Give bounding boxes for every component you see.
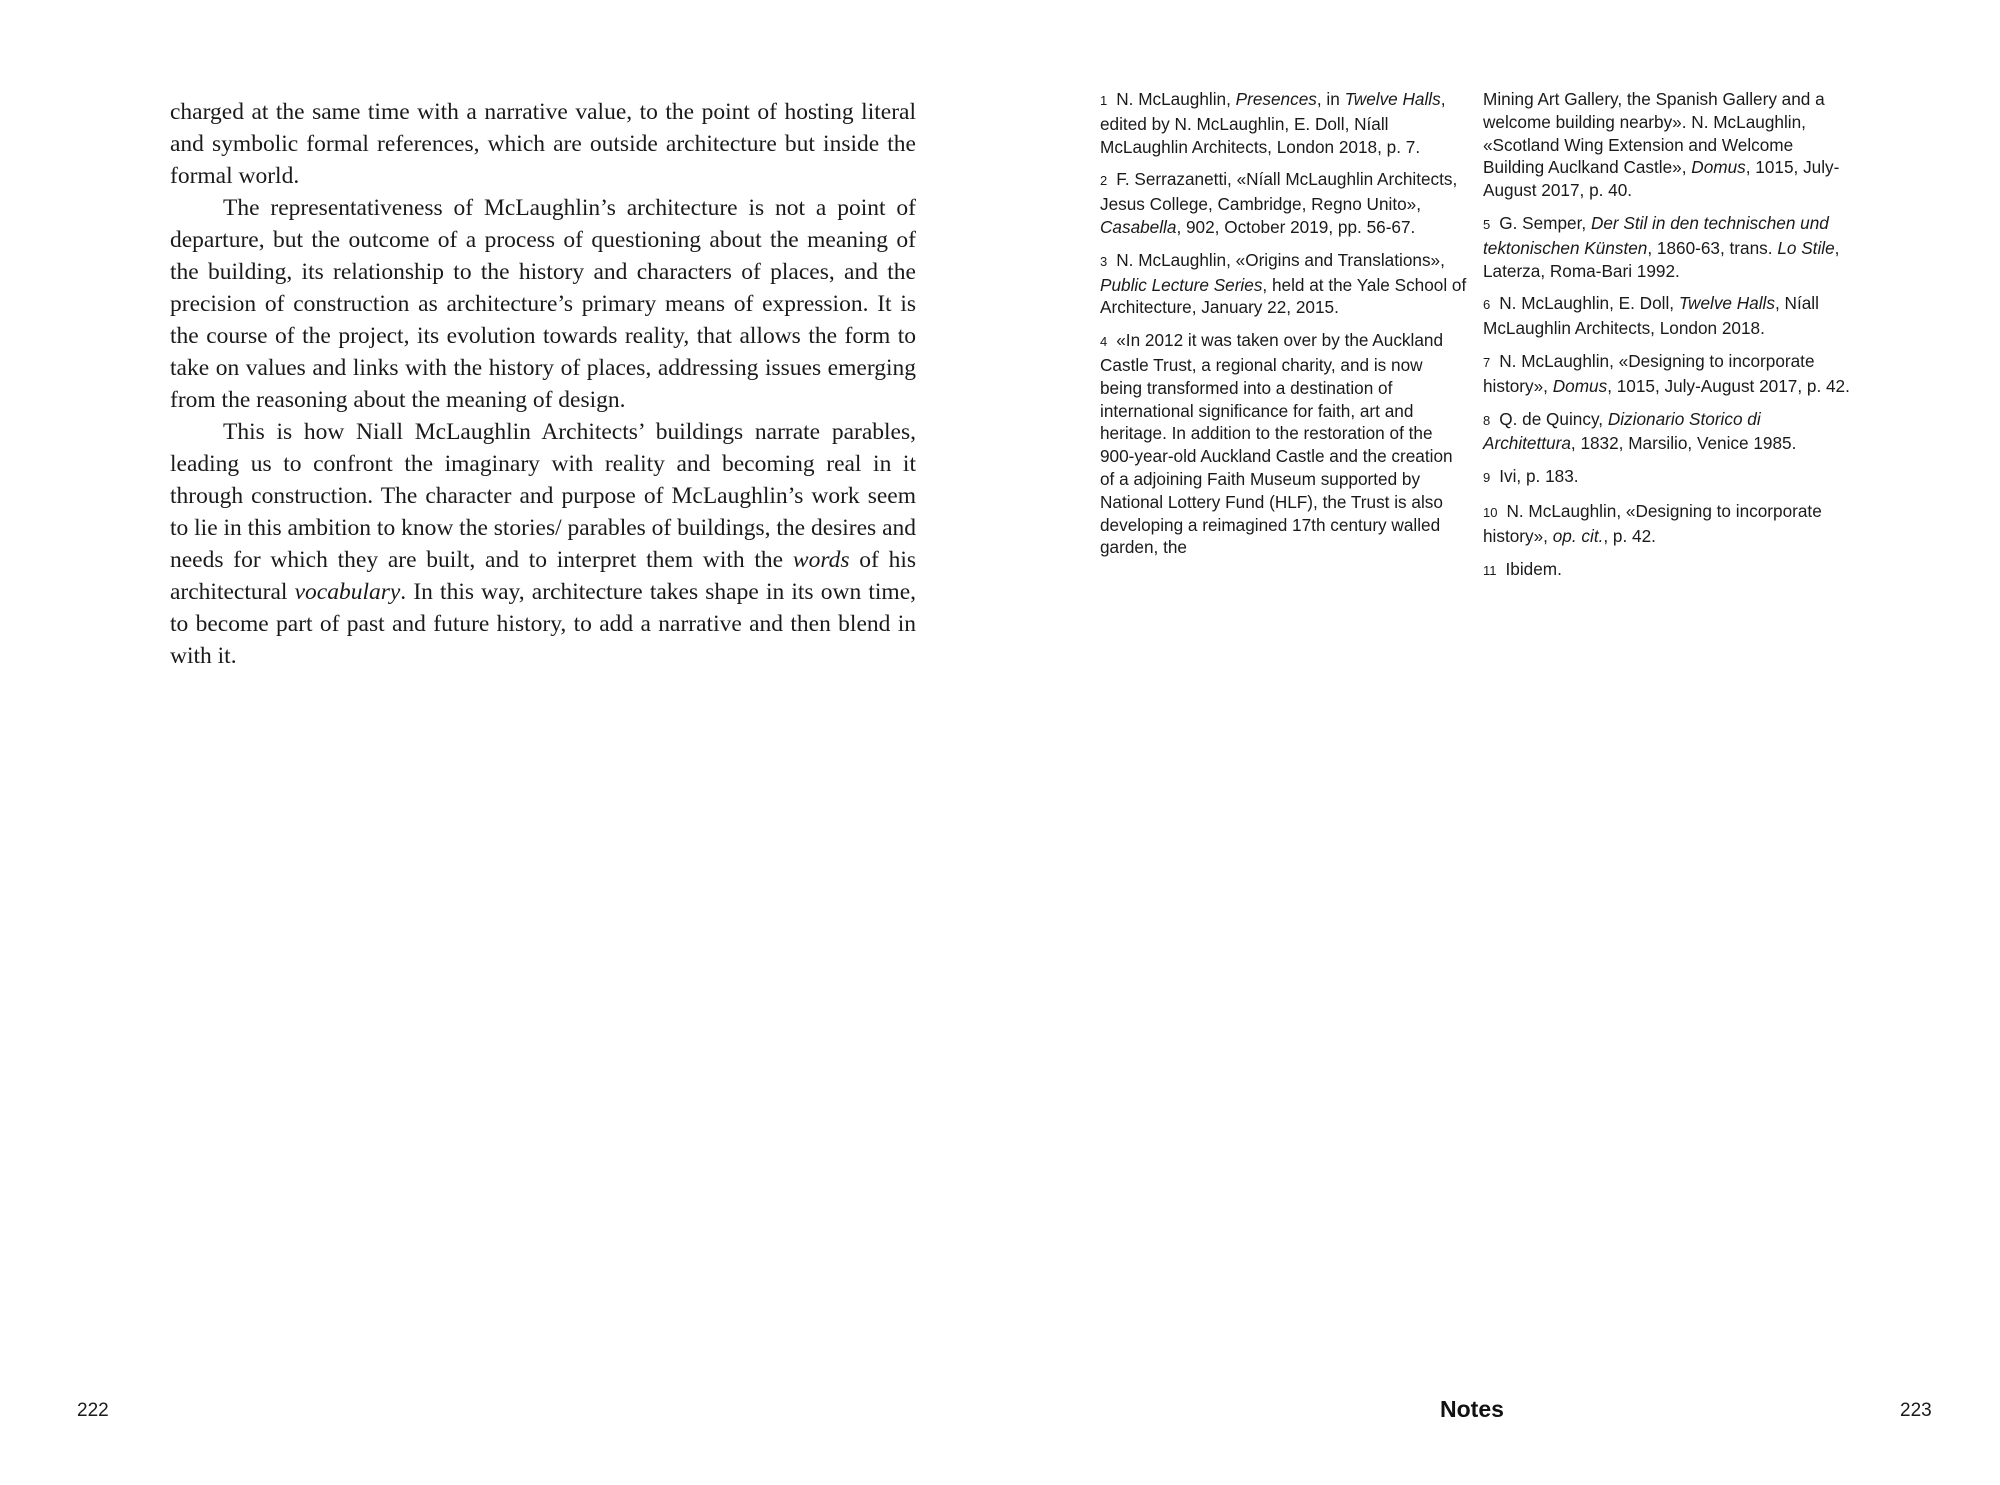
- note-text: , held at the Yale School of Architecture, January 22, 2015.: [1100, 274, 1467, 318]
- paragraph-1: [170, 96, 916, 192]
- note-text: , 902, October 2019, pp. 56-67.: [1176, 216, 1416, 237]
- note-number: 8: [1483, 412, 1491, 428]
- note-text: , p. 42.: [1603, 525, 1656, 546]
- paragraph-3-italic-words: words: [792, 547, 850, 573]
- note-text: Ivi, p. 183.: [1499, 466, 1579, 487]
- note-7: [1483, 350, 1855, 398]
- note-11: [1483, 558, 1855, 583]
- paragraph-3-italic-vocabulary: vocabulary: [294, 579, 401, 605]
- paragraph-3-text-c: . In this way, architecture takes shape in its own time, to become part of past and future history, to add a narrative and then blend in with it.: [170, 579, 916, 669]
- note-4-continued: [1483, 88, 1855, 202]
- note-italic: Der Stil in den technischen und tektonischen Künsten: [1483, 212, 1829, 258]
- note-6: [1483, 292, 1855, 340]
- paragraph-1-text: charged at the same time with a narrative value, to the point of hosting literal and symbolic formal references, which are outside architecture but inside the formal world.: [170, 99, 916, 189]
- paragraph-2-text: The representativeness of McLaughlin’s architecture is not a point of departure, but the outcome of a process of questioning about the meaning of the building, its relationship to the history and characters of places, and the precision of construction as architecture’s primary means of expression. It is the course of the project, its evolution towards reality, that allows the form to take on values and links with the history of places, addressing issues emerging from the reasoning about the meaning of design.: [170, 195, 916, 413]
- right-page: [1000, 0, 2000, 1485]
- note-1: [1100, 88, 1468, 158]
- note-italic: Public Lecture Series: [1100, 274, 1263, 295]
- note-italic: Domus: [1691, 157, 1746, 178]
- note-text: Q. de Quincy,: [1499, 408, 1608, 429]
- note-number: 10: [1483, 504, 1498, 520]
- note-italic: Casabella: [1100, 216, 1177, 237]
- page-number-right: 223: [1900, 1400, 1932, 1421]
- note-9: [1483, 465, 1855, 490]
- note-text: , 1860-63, trans.: [1647, 237, 1778, 258]
- notes-column-1: [1100, 88, 1468, 569]
- page-number-left: 222: [77, 1400, 109, 1421]
- note-text: , Laterza, Roma-Bari 1992.: [1483, 237, 1840, 281]
- note-number: 9: [1483, 470, 1491, 486]
- body-text: [170, 96, 916, 672]
- notes-column-2: [1483, 88, 1855, 592]
- paragraph-3-text-a: This is how Niall McLaughlin Architects’ buildings narrate parables, leading us to confront the imaginary with reality and becoming real in it through construction. The character and purpose of McLaughlin’s work seem to lie in this ambition to know the stories/ parables of buildings, the desires and needs for which they are built, and to interpret them with the: [170, 419, 917, 573]
- note-number: 5: [1483, 216, 1491, 232]
- note-10: [1483, 500, 1855, 548]
- section-title: Notes: [1440, 1396, 1504, 1422]
- note-5: [1483, 212, 1855, 282]
- note-number: 11: [1483, 562, 1497, 578]
- note-italic: Lo Stile: [1777, 237, 1835, 258]
- note-italic: Twelve Halls: [1344, 89, 1441, 109]
- note-8: [1483, 408, 1855, 456]
- note-number: 3: [1100, 253, 1108, 269]
- note-italic: Dizionario Storico di Architettura: [1483, 408, 1761, 454]
- note-italic: Domus: [1552, 375, 1608, 396]
- note-italic: op. cit.: [1552, 525, 1604, 546]
- note-italic: Presences: [1235, 89, 1317, 109]
- note-text: «In 2012 it was taken over by the Auckland Castle Trust, a regional charity, and is now being transformed into a destination of international significance for faith, art and heritage. In addition to the restoration of the 900-year-old Auckland Castle and the creation of a adjoining Faith Museum supported by National Lottery Fund (HLF), the Trust is also developing a reimagined 17th century walled garden, the: [1100, 330, 1453, 558]
- note-text: N. McLaughlin, «Origins and Translations»,: [1116, 249, 1445, 270]
- note-3: [1100, 249, 1468, 319]
- note-text: N. McLaughlin, E. Doll,: [1499, 293, 1679, 314]
- note-number: 2: [1100, 173, 1108, 189]
- note-text: , 1832, Marsilio, Venice 1985.: [1570, 433, 1797, 454]
- note-text: Ibidem.: [1505, 558, 1562, 579]
- note-number: 4: [1100, 334, 1108, 350]
- note-number: 7: [1483, 354, 1491, 370]
- paragraph-3: [170, 416, 916, 672]
- paragraph-2: [170, 192, 916, 416]
- note-4: [1100, 329, 1468, 559]
- paragraph-3-text-b: of his architectural: [170, 547, 917, 605]
- note-text: , edited by N. McLaughlin, E. Doll, Níall McLaughlin Architects, London 2018, p. 7.: [1100, 89, 1446, 157]
- note-text: F. Serrazanetti, «Níall McLaughlin Architects, Jesus College, Cambridge, Regno Unito»,: [1100, 169, 1458, 215]
- note-text: N. McLaughlin, «Designing to incorporate history»,: [1483, 500, 1822, 546]
- note-2: [1100, 168, 1468, 238]
- note-text: N. McLaughlin,: [1116, 89, 1236, 109]
- note-text: N. McLaughlin, «Designing to incorporate history»,: [1483, 350, 1815, 396]
- note-number: 6: [1483, 297, 1491, 313]
- note-italic: Twelve Halls: [1678, 293, 1775, 314]
- note-text: , Níall McLaughlin Architects, London 2018.: [1483, 293, 1819, 339]
- note-text: , 1015, July-August 2017, p. 40.: [1483, 157, 1840, 201]
- note-number: 1: [1100, 93, 1108, 108]
- note-text: , in: [1316, 89, 1345, 109]
- note-text: Mining Art Gallery, the Spanish Gallery and a welcome building nearby». N. McLaughlin, «Scotland Wing Extension and Welcome Building Auclkand Castle»,: [1483, 89, 1825, 178]
- note-text: , 1015, July-August 2017, p. 42.: [1607, 375, 1850, 396]
- note-text: G. Semper,: [1499, 212, 1591, 233]
